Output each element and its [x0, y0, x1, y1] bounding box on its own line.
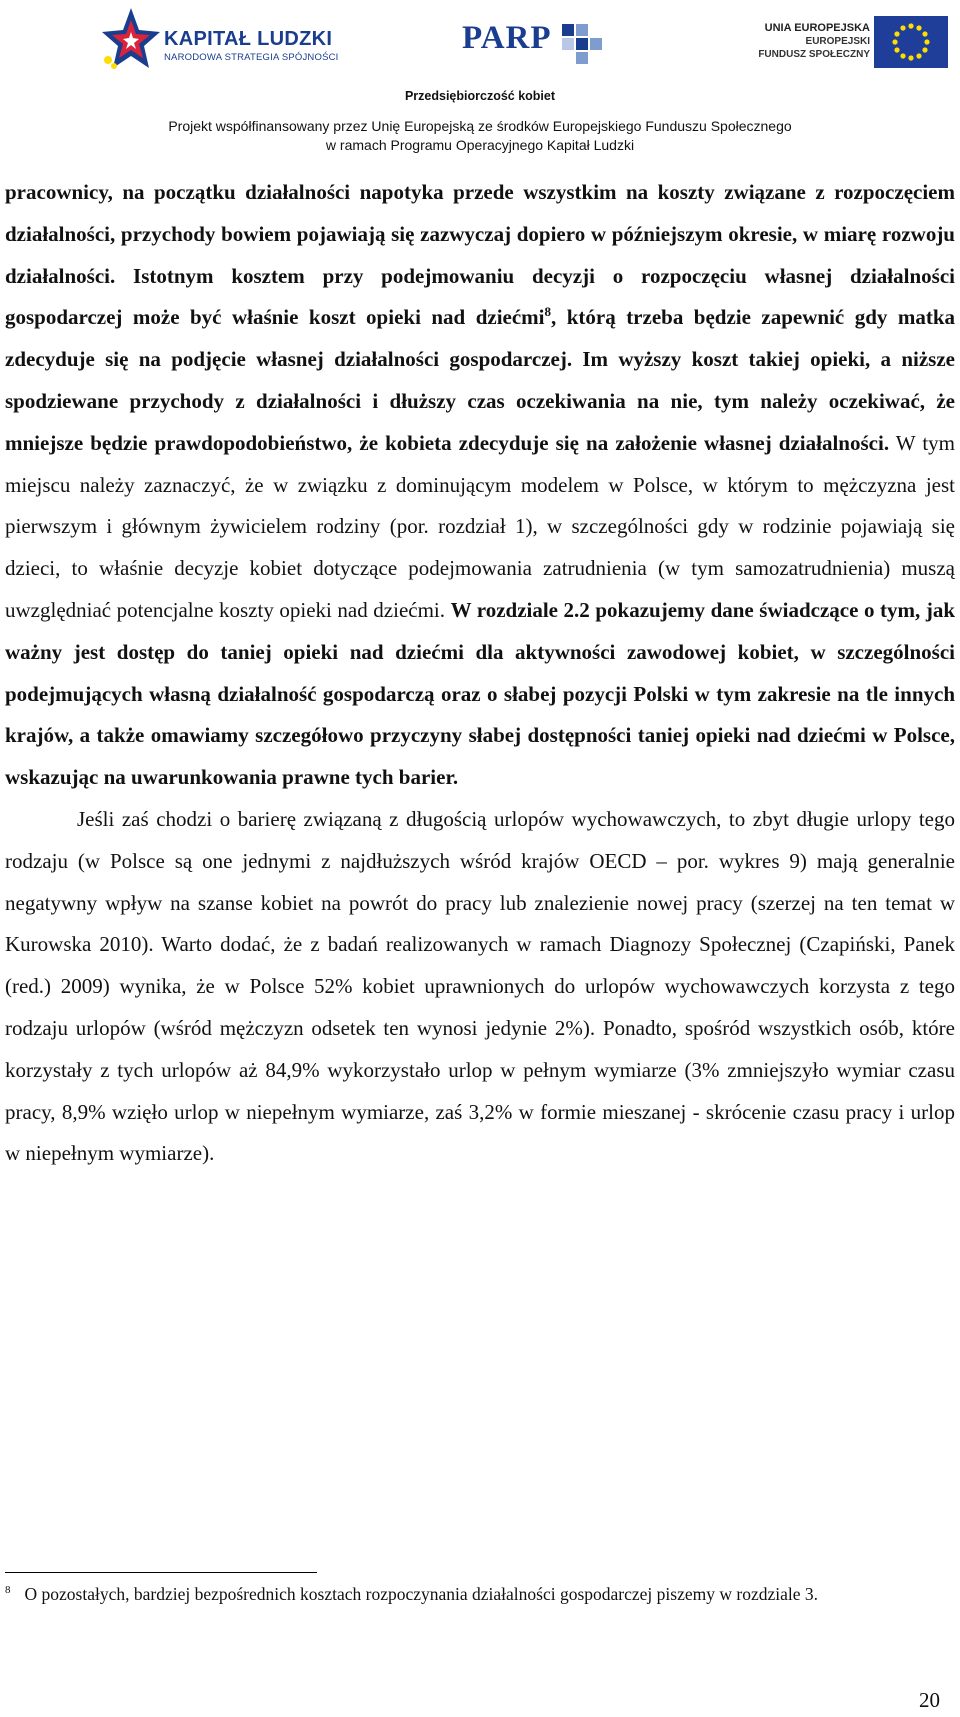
- cofinancing-line-2: w ramach Programu Operacyjnego Kapitał Ludzki: [325, 137, 635, 153]
- parp-name: PARP: [462, 20, 552, 56]
- kapital-ludzki-name: KAPITAŁ LUDZKI: [164, 28, 333, 50]
- paragraph-1-bold-3: W rozdziale 2.2 pokazujemy dane świadczące o tym, jak ważny jest dostęp do taniej opieki nad dziećmi dla aktywności zawodowej kobiet, w szczególności podejmujących własną działalność gospodarczą oraz o słabej pozycji Polski w tym zakresie na tle innych krajów, a także omawiamy szczegółowo przyczyny słabej dostępności taniej opieki nad dziećmi w Polsce, wskazując na uwarunkowania prawne tych barier.: [5, 597, 955, 790]
- project-title: Przedsiębiorczość kobiet: [404, 89, 556, 103]
- footnote-separator: [5, 1572, 317, 1573]
- footnote-reference[interactable]: 8: [544, 304, 552, 320]
- paragraph-1-bold-2: , którą trzeba będzie zapewnić gdy matka zdecyduje się na podjęcie własnej działalności gospodarczej. Im wyższy koszt takiej opieki, a niższe spodziewane przychody z działalności i dłuższy czas oczekiwania na nie, tym należy oczekiwać, że mniejsze będzie prawdopodobieństwo, że kobieta zdecyduje się na założenie własnej działalności.: [5, 305, 956, 455]
- eu-line-2: EUROPEJSKI: [805, 36, 870, 47]
- eu-flag-icon: [874, 16, 948, 68]
- paragraph-1-normal: W tym miejscu należy zaznaczyć, że w związku z dominującym modelem w Polsce, w którym to mężczyzna jest pierwszym i głównym żywicielem rodziny (por. rozdział 1), w szczególności gdy w rodzinie pojawiają się dzieci, to właśnie decyzje kobiet dotyczące podejmowania zatrudnienia (w tym samozatrudnienia) muszą uwzględniać potencjalne koszty opieki nad dziećmi.: [5, 430, 955, 622]
- page-header: [0, 0, 960, 160]
- page-number: 20: [919, 1688, 940, 1712]
- eu-line-3: FUNDUSZ SPOŁECZNY: [758, 49, 870, 60]
- parp-logo: [462, 14, 612, 68]
- body-text: [5, 172, 955, 1175]
- paragraph-2: Jeśli zaś chodzi o barierę związaną z długością urlopów wychowawczych, to zbyt długie urlopy tego rodzaju (w Polsce są one jednymi z najdłuższych wśród krajów OECD – por. wykres 9) mają generalnie negatywny wpływ na szanse kobiet na powrót do pracy lub znalezienie nowej pracy (szerzej na ten temat w Kurowska 2010). Warto dodać, że z badań realizowanych w ramach Diagnozy Społecznej (Czapiński, Panek (red.) 2009) wynika, że w Polsce 52% kobiet uprawnionych do urlopów wychowawczych korzysta z tego rodzaju urlopów (wśród mężczyzn odsetek ten wynosi jedynie 2%). Ponadto, spośród wszystkich osób, które korzystały z tych urlopów aż 84,9% wykorzystało urlop w pełnym wymiarze (3% zmniejszyło wymiar czasu pracy, 8,9% wzięło urlop w niepełnym wymiarze, zaś 3,2% w formie mieszanej - skrócenie czasu pracy i urlop w niepełnym wymiarze).: [5, 806, 955, 1166]
- eu-logo-text: [758, 22, 870, 61]
- footnote-number: 8: [5, 1584, 11, 1597]
- cofinancing-line-1: Projekt współfinansowany przez Unię Europejską ze środków Europejskiego Funduszu Społecznego: [168, 118, 792, 134]
- parp-emblem-icon: [558, 18, 608, 66]
- kapital-ludzki-star-icon: [100, 6, 162, 72]
- eu-line-1: UNIA EUROPEJSKA: [764, 22, 870, 34]
- paragraph-1: [5, 172, 955, 799]
- paragraph-1-bold-1: pracownicy, na początku działalności napotyka przede wszystkim na koszty związane z rozpoczęciem działalności, przychody bowiem pojawiają się zazwyczaj dopiero w późniejszym okresie, w miarę rozwoju działalności. Istotnym kosztem przy podejmowaniu decyzji o rozpoczęciu własnej działalności gospodarczej może być właśnie koszt opieki nad dziećmi: [5, 180, 955, 330]
- kapital-ludzki-subtitle: NARODOWA STRATEGIA SPÓJNOŚCI: [164, 52, 339, 63]
- footnote-text: O pozostałych, bardziej bezpośrednich kosztach rozpoczynania działalności gospodarczej piszemy w rozdziale 3.: [24, 1584, 818, 1604]
- eu-logo: [750, 14, 950, 74]
- footnote: [5, 1582, 955, 1606]
- kapital-ludzki-logo: [100, 6, 350, 76]
